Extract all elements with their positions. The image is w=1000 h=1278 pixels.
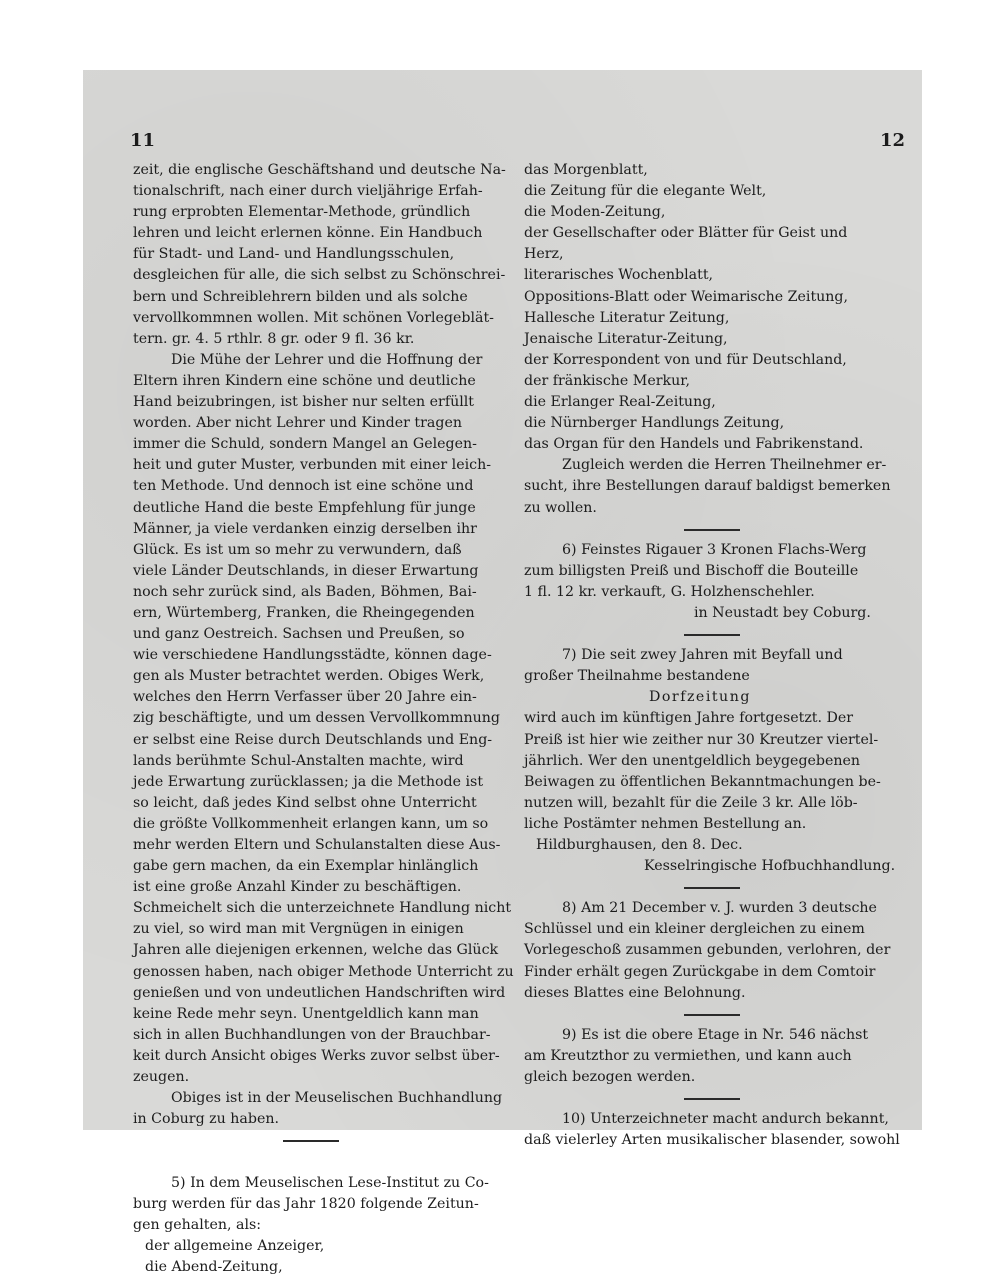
text-line: die Nürnberger Handlungs Zeitung, (524, 415, 785, 432)
text-line: er selbst eine Reise durch Deutschlands und Eng- (133, 731, 493, 748)
text-line: Jenaische Literatur-Zeitung, (524, 330, 728, 347)
section-divider (133, 1151, 511, 1172)
text-line: die größte Vollkommenheit erlangen kann, um so (133, 815, 489, 832)
page-number-left: 11 (130, 130, 156, 151)
page-number-right: 12 (880, 130, 906, 151)
text-line: genießen und von undeutlichen Handschriften wird (133, 984, 506, 1001)
section-divider (524, 519, 904, 540)
text-line: Schmeichelt sich die unterzeichnete Handlung nicht (133, 900, 512, 917)
text-line: wie verschiedene Handlungsstädte, können dage- (133, 647, 492, 664)
text-line: das Organ für den Handels und Fabrikenstand. (524, 436, 864, 453)
text-line: viele Länder Deutschlands, in dieser Erwartung (133, 562, 479, 579)
text-line: lands berühmte Schul-Anstalten machte, wird (133, 752, 464, 769)
text-line: heit und guter Muster, verbunden mit einer leich- (133, 457, 492, 474)
text-line: Beiwagen zu öffentlichen Bekanntmachungen be- (524, 773, 881, 790)
text-line: 1 fl. 12 kr. verkauft, G. Holzhenschehler. (524, 583, 815, 600)
text-line: worden. Aber nicht Lehrer und Kinder tragen (133, 415, 462, 432)
text-line: literarisches Wochenblatt, (524, 267, 714, 284)
section-divider (524, 877, 904, 898)
text-line: in Coburg zu haben. (133, 1111, 280, 1128)
text-line: für Stadt- und Land- und Handlungsschulen, (133, 246, 455, 263)
text-line: genossen haben, nach obiger Methode Unterricht zu (133, 963, 514, 980)
text-line: zu viel, so wird man mit Vergnügen in einigen (133, 921, 464, 938)
text-line: Finder erhält gegen Zurückgabe in dem Comtoir (524, 963, 876, 980)
text-line: zum billigsten Preiß und Bischoff die Bouteille (524, 562, 859, 579)
text-line: 9) Es ist die obere Etage in Nr. 546 nächst (562, 1026, 869, 1043)
text-line: 8) Am 21 December v. J. wurden 3 deutsche (562, 900, 877, 917)
text-line: Dorfzeitung (649, 689, 751, 706)
text-line: welches den Herrn Verfasser über 20 Jahre ein- (133, 689, 477, 706)
text-line: nutzen will, bezahlt für die Zeile 3 kr. Alle löb- (524, 794, 858, 811)
text-line: tionalschrift, nach einer durch vieljährige Erfah- (133, 183, 483, 200)
text-line: keine Rede mehr seyn. Unentgeldlich kann man (133, 1005, 479, 1022)
text-line: so leicht, daß jedes Kind selbst ohne Unterricht (133, 794, 477, 811)
text-line: der allgemeine Anzeiger, (145, 1237, 325, 1254)
right-column (524, 160, 904, 1151)
text-line: lehren und leicht erlernen könne. Ein Handbuch (133, 225, 483, 242)
text-line: in Neustadt bey Coburg. (694, 604, 871, 621)
text-line: Männer, ja viele verdanken einzig derselben ihr (133, 520, 477, 537)
text-line: Oppositions-Blatt oder Weimarische Zeitung, (524, 288, 849, 305)
text-line: 10) Unterzeichneter macht andurch bekannt, (562, 1111, 889, 1128)
text-line: zeugen. (133, 1069, 190, 1086)
text-line: und ganz Oestreich. Sachsen und Preußen, so (133, 626, 465, 643)
text-line: noch sehr zurück sind, als Baden, Böhmen, Bai- (133, 583, 477, 600)
text-line: Zugleich werden die Herren Theilnehmer er- (562, 457, 887, 474)
text-line: Preiß ist hier wie zeither nur 30 Kreutzer viertel- (524, 731, 879, 748)
text-line: 7) Die seit zwey Jahren mit Beyfall und (562, 647, 843, 664)
text-line: Die Mühe der Lehrer und die Hoffnung der (171, 351, 483, 368)
text-line: die Erlanger Real-Zeitung, (524, 394, 716, 411)
section-divider (133, 1130, 511, 1151)
text-line: die Abend-Zeitung, (145, 1258, 283, 1275)
text-line: rung erprobten Elementar-Methode, gründlich (133, 204, 471, 221)
text-line: daß vielerley Arten musikalischer blasender, sowohl (524, 1132, 900, 1149)
text-line: mehr werden Eltern und Schulanstalten diese Aus- (133, 837, 501, 853)
text-line: der Gesellschafter oder Blätter für Geist und (524, 225, 848, 242)
text-line: jede Erwartung zurücklassen; ja die Methode ist (133, 773, 484, 790)
text-line: Glück. Es ist um so mehr zu verwundern, daß (133, 541, 462, 558)
text-line: jährlich. Wer den unentgeldlich beygegebenen (524, 752, 861, 769)
text-line: am Kreutzthor zu vermiethen, und kann auch (524, 1047, 852, 1064)
text-line: dieses Blattes eine Belohnung. (524, 984, 746, 1001)
text-line: burg werden für das Jahr 1820 folgende Zeitun- (133, 1195, 479, 1212)
text-line: Obiges ist in der Meuselischen Buchhandlung (171, 1090, 503, 1107)
text-line: sich in allen Buchhandlungen von der Brauchbar- (133, 1026, 491, 1043)
text-line: Hallesche Literatur Zeitung, (524, 309, 730, 326)
left-column (133, 160, 514, 1278)
text-line: die Zeitung für die elegante Welt, (524, 183, 767, 200)
text-line: ten Methode. Und dennoch ist eine schöne und (133, 478, 474, 495)
text-line: liche Postämter nehmen Bestellung an. (524, 815, 807, 832)
text-line: zig beschäftigte, und um dessen Vervollkommnung (133, 710, 500, 727)
text-line: ist eine große Anzahl Kinder zu beschäftigen. (133, 879, 462, 896)
text-line: bern und Schreiblehrern bilden und als solche (133, 288, 468, 305)
text-line: Eltern ihren Kindern eine schöne und deutliche (133, 372, 476, 389)
text-line: zu wollen. (524, 499, 597, 516)
text-line: gabe gern machen, da ein Exemplar hinlänglich (133, 858, 479, 875)
text-line: Vorlegeschoß zusammen gebunden, verlohren, der (524, 942, 891, 959)
text-line: 6) Feinstes Rigauer 3 Kronen Flachs-Werg (562, 541, 867, 558)
text-line: sucht, ihre Bestellungen darauf baldigst bemerken (524, 478, 891, 495)
text-line: 5) In dem Meuselischen Lese-Institut zu Co- (171, 1174, 489, 1191)
text-line: ern, Würtemberg, Franken, die Rheingegenden (133, 604, 475, 621)
text-line: Herz, (524, 246, 564, 263)
text-line: gen gehalten, als: (133, 1216, 262, 1233)
text-line: das Morgenblatt, (524, 162, 648, 178)
text-line: gen als Muster betrachtet werden. Obiges Werk, (133, 668, 485, 685)
text-line: die Moden-Zeitung, (524, 204, 666, 221)
section-divider (524, 624, 904, 645)
text-line: vervollkommnen wollen. Mit schönen Vorlegeblät- (133, 309, 494, 326)
text-line: Kesselringische Hofbuchhandlung. (644, 858, 896, 875)
section-divider (524, 1004, 904, 1025)
text-line: der fränkische Merkur, (524, 372, 690, 389)
text-line: Jahren alle diejenigen erkennen, welche das Glück (133, 942, 499, 959)
text-line: der Korrespondent von und für Deutschland, (524, 351, 847, 368)
text-line: großer Theilnahme bestandene (524, 668, 750, 685)
text-line: Hand beizubringen, ist bisher nur selten erfüllt (133, 394, 474, 411)
text-line: keit durch Ansicht obiges Werks zuvor selbst über- (133, 1047, 500, 1064)
section-divider (524, 1088, 904, 1109)
text-line: wird auch im künftigen Jahre fortgesetzt. Der (524, 710, 854, 727)
text-line: desgleichen für alle, die sich selbst zu Schönschrei- (133, 267, 506, 284)
text-line: zeit, die englische Geschäftshand und deutsche Na- (133, 162, 506, 178)
text-line: gleich bezogen werden. (524, 1069, 696, 1086)
text-line: Schlüssel und ein kleiner dergleichen zu einem (524, 921, 865, 938)
text-line: tern. gr. 4. 5 rthlr. 8 gr. oder 9 fl. 36 kr. (133, 330, 415, 347)
text-line: deutliche Hand die beste Empfehlung für junge (133, 499, 476, 516)
text-line: immer die Schuld, sondern Mangel an Gelegen- (133, 436, 477, 453)
text-line: Hildburghausen, den 8. Dec. (536, 837, 743, 853)
